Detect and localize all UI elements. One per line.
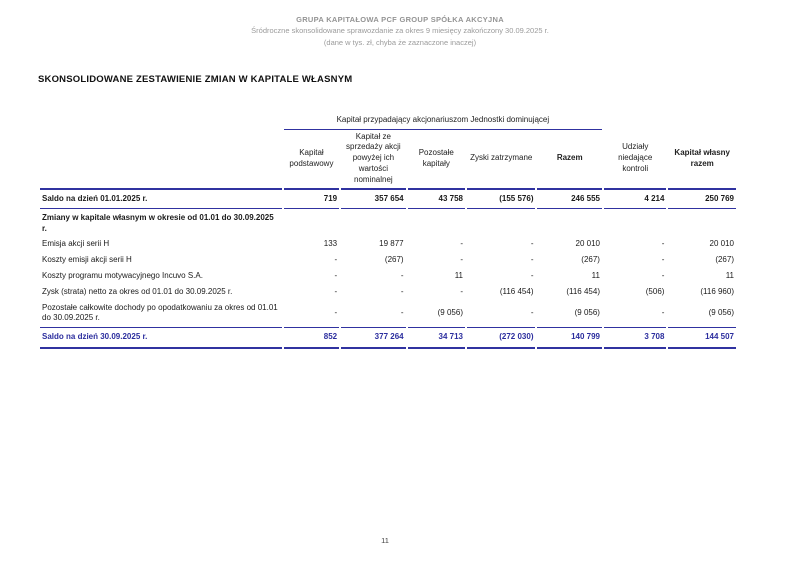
cell-value: 852 [284,327,339,349]
cell-value: 357 654 [341,190,405,210]
cell-value: 719 [284,190,339,210]
cell-value: 20 010 [709,239,734,249]
row-label: Zysk (strata) netto za okres od 01.01 do 30.09.2025 r. [42,286,233,296]
table-row [40,190,736,210]
cell-value: 11 [591,271,600,281]
cell-value: - [334,286,338,296]
cell-value [284,209,339,237]
cell-value [467,209,535,237]
table-row [40,269,736,285]
cell-value [668,209,736,237]
cell-value: 246 555 [537,190,602,210]
cell-value: 11 [725,271,734,281]
cell-value: - [400,308,404,317]
cell-value [341,209,405,237]
column-header: Pozostałe kapitały [408,130,465,190]
group-header-spacer [40,113,282,130]
cell-value: (116 454) [566,286,600,296]
row-label: Pozostałe całkowite dochody po opodatkowaniu za okres od 01.01 do 30.09.2025 r. [42,302,278,323]
cell-value: - [530,271,534,281]
cell-value [408,209,465,237]
cell-value: 20 010 [575,239,600,249]
cell-value: (116 454) [499,286,534,296]
cell-value: 140 799 [537,327,602,349]
cell-value: - [334,271,338,281]
column-header: Razem [537,130,602,190]
cell-value: - [334,308,338,317]
cell-value: (267) [715,255,734,265]
cell-value: - [530,308,534,317]
equity-changes-table [38,113,738,349]
cell-value: (9 056) [437,308,463,317]
cell-value: (267) [384,255,404,265]
cell-value [537,209,602,237]
row-label: Koszty programu motywacyjnego Incuvo S.A. [42,271,203,281]
group-header-spacer [604,113,666,130]
cell-value: (116 960) [700,286,734,296]
cell-value: 133 [323,239,338,249]
cell-value: 34 713 [408,327,465,349]
units-note: (dane w tys. zł, chyba że zaznaczone inaczej) [323,37,477,47]
cell-value: - [661,271,665,281]
page-number: 11 [381,536,389,545]
group-header-spacer [668,113,736,130]
row-label: Saldo na dzień 30.09.2025 r. [40,327,282,349]
table-row [40,253,736,269]
cell-value: - [400,271,404,281]
cell-value: - [400,286,404,296]
table-row [40,300,736,327]
table-head [40,113,736,190]
cell-value: (9 056) [574,308,600,317]
table-row [40,284,736,300]
row-label: Emisja akcji serii H [42,239,110,249]
row-label: Saldo na dzień 01.01.2025 r. [40,190,282,210]
cell-value: - [661,239,665,249]
table-body [40,190,736,349]
cell-value: 11 [454,271,463,281]
row-label: Koszty emisji akcji serii H [42,255,132,265]
group-header-label: Kapitał przypadający akcjonariuszom Jednostki dominującej [284,113,602,130]
cell-value: (155 576) [467,190,535,210]
cell-value: 250 769 [668,190,736,210]
cell-value: - [530,255,534,265]
column-header: Zyski zatrzymane [467,130,535,190]
report-subtitle: Śródroczne skonsolidowane sprawozdanie za okres 9 miesięcy zakończony 30.09.2025 r. [251,26,549,36]
cell-value: 19 877 [379,239,404,249]
company-name: GRUPA KAPITAŁOWA PCF GROUP SPÓŁKA AKCYJNA [296,15,504,24]
row-label: Zmiany w kapitale własnym w okresie od 01.01 do 30.09.2025 r. [42,213,274,234]
cell-value: 377 264 [341,327,405,349]
cell-value: (9 056) [708,308,734,317]
table-row [40,327,736,349]
column-header-row [40,130,736,190]
cell-value: - [661,255,665,265]
cell-value: - [530,239,534,249]
cell-value: (272 030) [467,327,535,349]
report-header [0,0,800,48]
page-title: SKONSOLIDOWANE ZESTAWIENIE ZMIAN W KAPITALE WŁASNYM [38,73,353,85]
cell-value: 144 507 [668,327,736,349]
column-header: Kapitał podstawowy [284,130,339,190]
group-header-row [40,113,736,130]
column-header: Udziały niedające kontroli [604,130,666,190]
table-row [40,209,736,237]
column-header-empty [40,130,282,190]
cell-value: 4 214 [604,190,666,210]
cell-value: - [334,255,338,265]
cell-value: - [460,239,463,249]
cell-value: - [460,255,463,265]
cell-value: 3 708 [604,327,666,349]
cell-value: - [460,286,463,296]
cell-value [604,209,666,237]
cell-value: (506) [645,286,665,296]
table-row [40,237,736,253]
cell-value: - [661,308,665,317]
cell-value: 43 758 [408,190,465,210]
cell-value: (267) [581,255,600,265]
column-header: Kapitał ze sprzedaży akcji powyżej ich wartości nominalnej [341,130,405,190]
column-header: Kapitał własny razem [668,130,736,190]
